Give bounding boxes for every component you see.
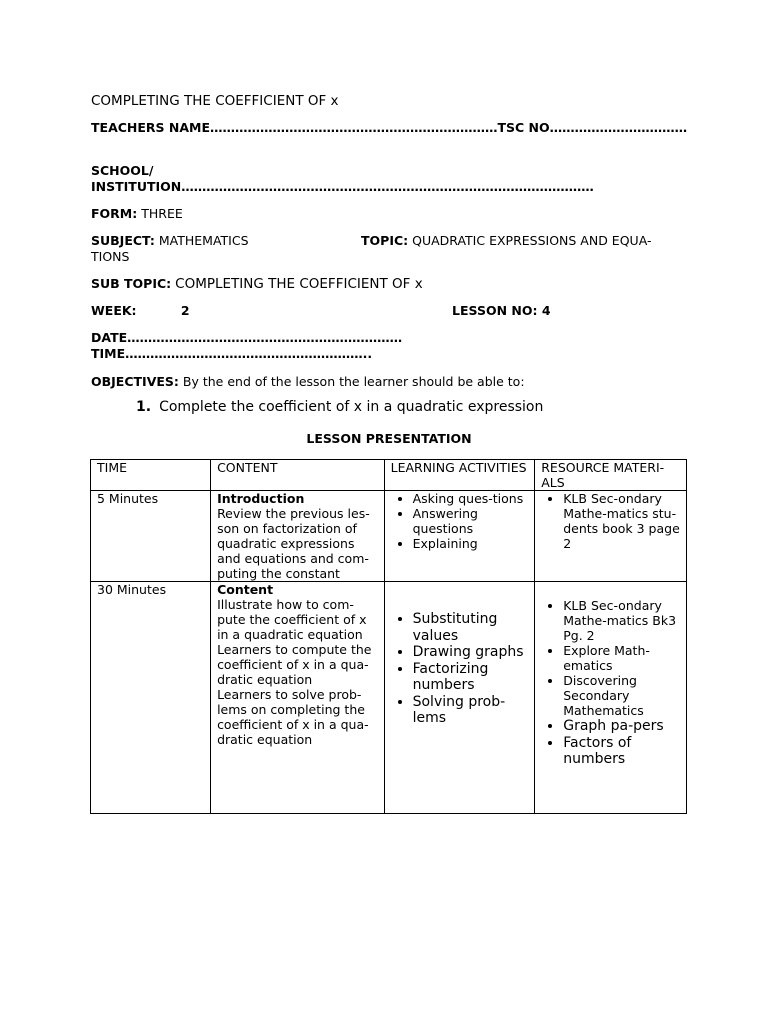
subject-label: SUBJECT: (91, 233, 155, 248)
date-time-field: DATE…………………………………………………………TIME………………………………………………….. (91, 330, 403, 361)
subtopic-label: SUB TOPIC: (91, 276, 172, 291)
week-row (91, 303, 190, 318)
objective-number: 1. (136, 399, 152, 415)
header-time: TIME (91, 460, 211, 491)
list-item: • Answering questions (413, 506, 529, 536)
objectives-label: OBJECTIVES: (91, 374, 179, 389)
presentation-heading: LESSON PRESENTATION (306, 431, 472, 446)
row2-content (211, 582, 385, 814)
list-item: • Substituting values (413, 611, 529, 644)
lesson-number: LESSON NO: 4 (452, 303, 551, 318)
lesson-presentation-table (90, 459, 687, 814)
list-item: • KLB Sec-ondary Mathe-matics Bk3 Pg. 2 (563, 598, 680, 643)
list-item: • Discovering Secondary Mathematics (563, 673, 680, 718)
form-label: FORM: (91, 206, 138, 221)
document-title: COMPLETING THE COEFFICIENT OF x (91, 93, 339, 109)
row2-content-p3: Learners to solve prob-lems on completing the coefficient of x in a qua-dratic equation (217, 687, 369, 747)
header-resource-materials: RESOURCE MATERI-ALS (535, 460, 687, 491)
table-row (91, 491, 687, 582)
row2-content-p1: Illustrate how to com-pute the coefficient of x in a quadratic equation (217, 597, 367, 642)
table-header-row (91, 460, 687, 491)
row2-content-p2: Learners to compute the coefficient of x in a qua-dratic equation (217, 642, 372, 687)
row1-resources (535, 491, 687, 582)
row2-activities (384, 582, 535, 814)
topic-value: QUADRATIC EXPRESSIONS AND EQUA-TIONS (91, 233, 652, 264)
objective-item (136, 399, 543, 415)
objectives-text: By the end of the lesson the learner should be able to: (182, 374, 525, 389)
row2-resources (535, 582, 687, 814)
list-item: • Explore Math-ematics (563, 643, 680, 673)
form-row (91, 206, 183, 221)
objective-text: Complete the coefficient of x in a quadratic expression (159, 399, 544, 415)
topic-label: TOPIC: (361, 233, 409, 248)
week-value: 2 (180, 303, 190, 318)
topic-row (91, 233, 671, 265)
row1-time: 5 Minutes (91, 491, 211, 582)
row1-content (211, 491, 385, 582)
school-field: SCHOOL/ INSTITUTION……………………………………………………………………………………… (91, 163, 594, 194)
list-item: • Asking ques-tions (413, 491, 529, 506)
list-item: • Explaining (413, 536, 529, 551)
row1-activities (384, 491, 535, 582)
header-content: CONTENT (211, 460, 385, 491)
form-value: THREE (141, 206, 183, 221)
row2-time: 30 Minutes (91, 582, 211, 814)
subtopic-row (91, 276, 423, 292)
list-item: • Solving prob-lems (413, 694, 529, 727)
list-item: • Factorizing numbers (413, 661, 529, 694)
subtopic-value: COMPLETING THE COEFFICIENT OF x (175, 276, 423, 292)
teachers-name-field: TEACHERS NAME……………………………………………………………TSC NO…………………………… (91, 120, 688, 135)
list-item: • Drawing graphs (413, 644, 529, 661)
list-item: • KLB Sec-ondary Mathe-matics stu-dents book 3 page 2 (563, 491, 680, 551)
table-row (91, 582, 687, 814)
list-item: • Factors of numbers (563, 735, 680, 768)
header-learning-activities: LEARNING ACTIVITIES (384, 460, 535, 491)
row2-content-title: Content (217, 582, 274, 597)
subject-value: MATHEMATICS (158, 233, 249, 248)
row1-content-title: Introduction (217, 491, 305, 506)
week-label: WEEK: (91, 303, 137, 318)
objectives-row (91, 374, 525, 389)
list-item: • Graph pa-pers (563, 718, 680, 735)
row1-content-body: Review the previous les-son on factorization of quadratic expressions and equations and com-puting the constant (217, 506, 370, 581)
